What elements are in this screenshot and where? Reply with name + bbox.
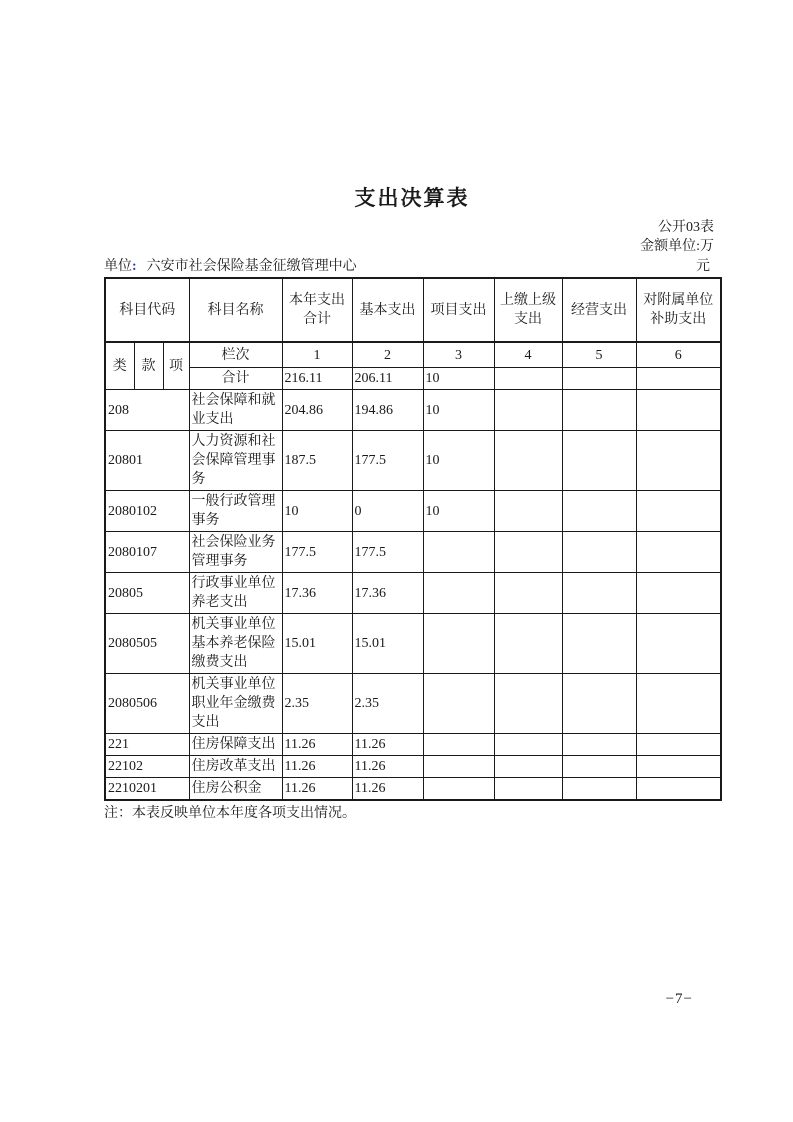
- value-cell-3: 10: [423, 491, 494, 532]
- value-cell-2: 177.5: [352, 431, 423, 491]
- value-cell-3: [423, 778, 494, 801]
- value-cell-1: 15.01: [282, 614, 352, 674]
- subject-name-cell: 住房改革支出: [189, 756, 282, 778]
- subject-code-cell: 20801: [105, 431, 189, 491]
- subject-code-cell: 221: [105, 734, 189, 756]
- org-unit-line: [104, 256, 357, 277]
- header-col-upper: 上缴上级支出: [494, 278, 562, 342]
- subject-code-cell: 2080107: [105, 532, 189, 573]
- value-cell-3: [423, 674, 494, 734]
- value-cell-6: [636, 614, 721, 674]
- value-cell-5: [562, 491, 636, 532]
- header-row: [105, 278, 721, 342]
- value-cell-6: [636, 491, 721, 532]
- subheader-colnum-6: 6: [636, 342, 721, 368]
- value-cell-5: [562, 390, 636, 431]
- value-cell-5: [562, 532, 636, 573]
- total-value-6: [636, 368, 721, 390]
- table-body: [105, 390, 721, 801]
- subject-name-cell: 一般行政管理事务: [189, 491, 282, 532]
- header-col-project: 项目支出: [423, 278, 494, 342]
- header-subject-code: 科目代码: [105, 278, 189, 342]
- total-value-4: [494, 368, 562, 390]
- footnote: 注：本表反映单位本年度各项支出情况。: [104, 806, 356, 821]
- subject-code-cell: 2080102: [105, 491, 189, 532]
- value-cell-6: [636, 573, 721, 614]
- value-cell-1: 187.5: [282, 431, 352, 491]
- header-subject-name: 科目名称: [189, 278, 282, 342]
- subject-name-cell: 社会保障和就业支出: [189, 390, 282, 431]
- value-cell-3: [423, 756, 494, 778]
- value-cell-3: 10: [423, 390, 494, 431]
- value-cell-2: 177.5: [352, 532, 423, 573]
- value-cell-5: [562, 756, 636, 778]
- table-row: [105, 614, 721, 674]
- value-cell-6: [636, 778, 721, 801]
- subject-code-cell: 2080506: [105, 674, 189, 734]
- subheader-colnum-2: 2: [352, 342, 423, 368]
- value-cell-4: [494, 390, 562, 431]
- value-cell-2: 17.36: [352, 573, 423, 614]
- value-cell-6: [636, 756, 721, 778]
- value-cell-3: [423, 532, 494, 573]
- total-value-5: [562, 368, 636, 390]
- subheader-colnum-4: 4: [494, 342, 562, 368]
- page-number: −7−: [665, 991, 693, 1007]
- value-cell-3: [423, 573, 494, 614]
- value-cell-1: 204.86: [282, 390, 352, 431]
- value-cell-1: 10: [282, 491, 352, 532]
- org-unit-label: 单位: [104, 259, 132, 274]
- value-cell-2: 15.01: [352, 614, 423, 674]
- org-unit-colon: :: [132, 259, 137, 274]
- subject-code-cell: 2080505: [105, 614, 189, 674]
- header-col-total: 本年支出合计: [282, 278, 352, 342]
- value-cell-3: [423, 614, 494, 674]
- value-cell-5: [562, 778, 636, 801]
- subject-name-cell: 机关事业单位基本养老保险缴费支出: [189, 614, 282, 674]
- total-label: 合计: [189, 368, 282, 390]
- value-cell-1: 177.5: [282, 532, 352, 573]
- value-cell-2: 0: [352, 491, 423, 532]
- subheader-colnum-5: 5: [562, 342, 636, 368]
- table-row: [105, 532, 721, 573]
- value-cell-4: [494, 778, 562, 801]
- value-cell-4: [494, 734, 562, 756]
- subject-name-cell: 社会保险业务管理事务: [189, 532, 282, 573]
- value-cell-4: [494, 573, 562, 614]
- value-cell-2: 11.26: [352, 778, 423, 801]
- value-cell-2: 194.86: [352, 390, 423, 431]
- subject-name-cell: 住房保障支出: [189, 734, 282, 756]
- subject-code-cell: 2210201: [105, 778, 189, 801]
- subject-name-cell: 住房公积金: [189, 778, 282, 801]
- total-value-3: 10: [423, 368, 494, 390]
- value-cell-6: [636, 734, 721, 756]
- table-row: [105, 756, 721, 778]
- org-unit-row: [104, 256, 720, 277]
- header-col-operating: 经营支出: [562, 278, 636, 342]
- subheader-colnum-3: 3: [423, 342, 494, 368]
- value-cell-3: [423, 734, 494, 756]
- table-row: [105, 431, 721, 491]
- header-col-basic: 基本支出: [352, 278, 423, 342]
- org-unit-name: 六安市社会保险基金征缴管理中心: [146, 259, 357, 274]
- amount-unit-line2: 元: [696, 259, 710, 274]
- subheader-row: [105, 342, 721, 368]
- value-cell-5: [562, 674, 636, 734]
- amount-unit-line1: 金额单位:万: [640, 239, 714, 254]
- value-cell-2: 2.35: [352, 674, 423, 734]
- table-row: [105, 734, 721, 756]
- subject-name-cell: 人力资源和社会保障管理事务: [189, 431, 282, 491]
- value-cell-1: 11.26: [282, 778, 352, 801]
- value-cell-4: [494, 491, 562, 532]
- value-cell-4: [494, 431, 562, 491]
- value-cell-4: [494, 756, 562, 778]
- subject-name-cell: 行政事业单位养老支出: [189, 573, 282, 614]
- value-cell-4: [494, 532, 562, 573]
- table-row: [105, 390, 721, 431]
- table-row: [105, 573, 721, 614]
- expenditure-table: [104, 277, 722, 801]
- subheader-category: 类: [105, 342, 134, 390]
- value-cell-6: [636, 390, 721, 431]
- content-area: [104, 218, 720, 823]
- total-row: [105, 368, 721, 390]
- subheader-column-label: 栏次: [189, 342, 282, 368]
- value-cell-6: [636, 674, 721, 734]
- subheader-item: 款: [134, 342, 163, 390]
- value-cell-1: 11.26: [282, 756, 352, 778]
- subject-code-cell: 22102: [105, 756, 189, 778]
- value-cell-4: [494, 614, 562, 674]
- value-cell-6: [636, 532, 721, 573]
- value-cell-6: [636, 431, 721, 491]
- value-cell-4: [494, 674, 562, 734]
- header-col-subsidy: 对附属单位补助支出: [636, 278, 721, 342]
- value-cell-5: [562, 431, 636, 491]
- table-row: [105, 491, 721, 532]
- doc-label: 公开03表: [658, 220, 714, 235]
- value-cell-3: 10: [423, 431, 494, 491]
- total-value-2: 206.11: [352, 368, 423, 390]
- value-cell-5: [562, 614, 636, 674]
- subject-code-cell: 20805: [105, 573, 189, 614]
- subheader-colnum-1: 1: [282, 342, 352, 368]
- subheader-subitem: 项: [163, 342, 189, 390]
- table-row: [105, 778, 721, 801]
- subject-name-cell: 机关事业单位职业年金缴费支出: [189, 674, 282, 734]
- value-cell-2: 11.26: [352, 756, 423, 778]
- subject-code-cell: 208: [105, 390, 189, 431]
- total-value-1: 216.11: [282, 368, 352, 390]
- page-title: 支出决算表: [354, 187, 470, 210]
- value-cell-2: 11.26: [352, 734, 423, 756]
- value-cell-5: [562, 734, 636, 756]
- table-row: [105, 674, 721, 734]
- value-cell-1: 2.35: [282, 674, 352, 734]
- value-cell-1: 17.36: [282, 573, 352, 614]
- value-cell-1: 11.26: [282, 734, 352, 756]
- value-cell-5: [562, 573, 636, 614]
